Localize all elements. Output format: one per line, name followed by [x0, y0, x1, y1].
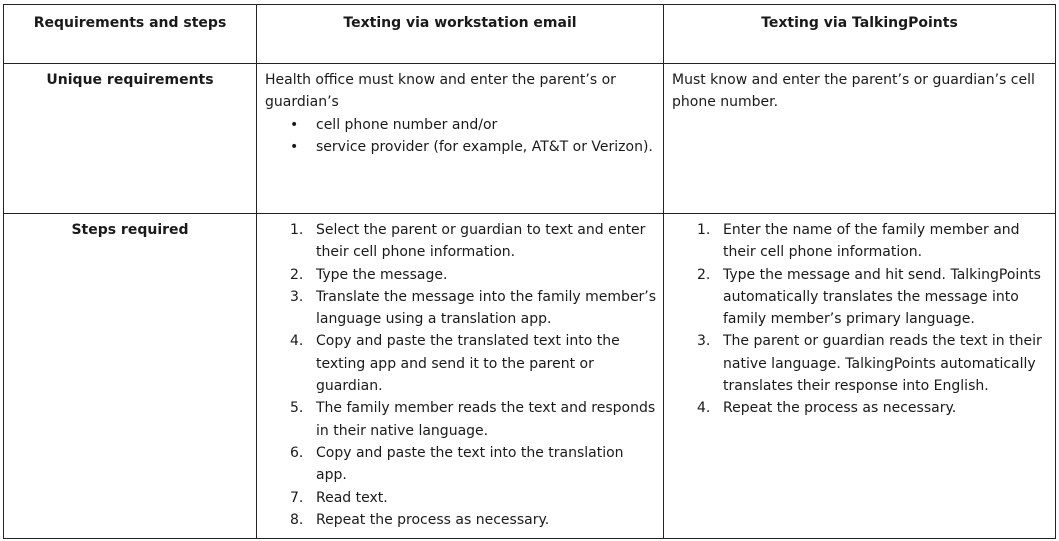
- step-item: 4. Copy and paste the translated text into the texting app and send it to the parent or guardian.: [290, 333, 620, 395]
- step-item: 4. Repeat the process as necessary.: [697, 400, 957, 417]
- unique-requirements-label: Unique requirements: [4, 64, 257, 214]
- steps-required-row: [4, 214, 1056, 539]
- step-item: 2. Type the message and hit send. TalkingPoints automatically translates the message into family member’s primary language.: [697, 266, 1041, 328]
- bullet-item: • service provider (for example, AT&T or Verizon).: [316, 136, 657, 158]
- unique-workstation-cell: [257, 64, 664, 214]
- unique-workstation-bullets: [265, 114, 657, 159]
- unique-requirements-row: [4, 64, 1056, 214]
- steps-talkingpoints-list: [672, 219, 1049, 420]
- steps-workstation-list: [265, 219, 657, 531]
- step-item: 1. Enter the name of the family member and their cell phone information.: [697, 222, 1020, 261]
- step-item: 5. The family member reads the text and responds in their native language.: [290, 400, 656, 439]
- bullet-item: • cell phone number and/or: [316, 114, 657, 136]
- steps-required-label: Steps required: [4, 214, 257, 539]
- unique-workstation-intro: Health office must know and enter the parent’s or guardian’s: [265, 72, 616, 111]
- step-item: 7. Read text.: [290, 489, 388, 506]
- header-requirements: Requirements and steps: [4, 5, 257, 64]
- header-talkingpoints: Texting via TalkingPoints: [664, 5, 1056, 64]
- steps-workstation-cell: [257, 214, 664, 539]
- header-row: [4, 5, 1056, 64]
- step-item: 1. Select the parent or guardian to text and enter their cell phone information.: [290, 222, 646, 261]
- header-workstation-email: Texting via workstation email: [257, 5, 664, 64]
- step-item: 3. The parent or guardian reads the text in their native language. TalkingPoints automatically translates their response into English.: [697, 333, 1042, 395]
- step-item: 3. Translate the message into the family member’s language using a translation app.: [290, 288, 657, 328]
- step-item: 2. Type the message.: [290, 266, 448, 283]
- step-item: 6. Copy and paste the text into the translation app.: [290, 444, 624, 484]
- unique-talkingpoints-text: Must know and enter the parent’s or guardian’s cell phone number.: [672, 72, 1035, 111]
- comparison-table: [3, 4, 1056, 539]
- step-item: 8. Repeat the process as necessary.: [290, 511, 550, 528]
- steps-talkingpoints-cell: [664, 214, 1056, 539]
- unique-talkingpoints-cell: [664, 64, 1056, 214]
